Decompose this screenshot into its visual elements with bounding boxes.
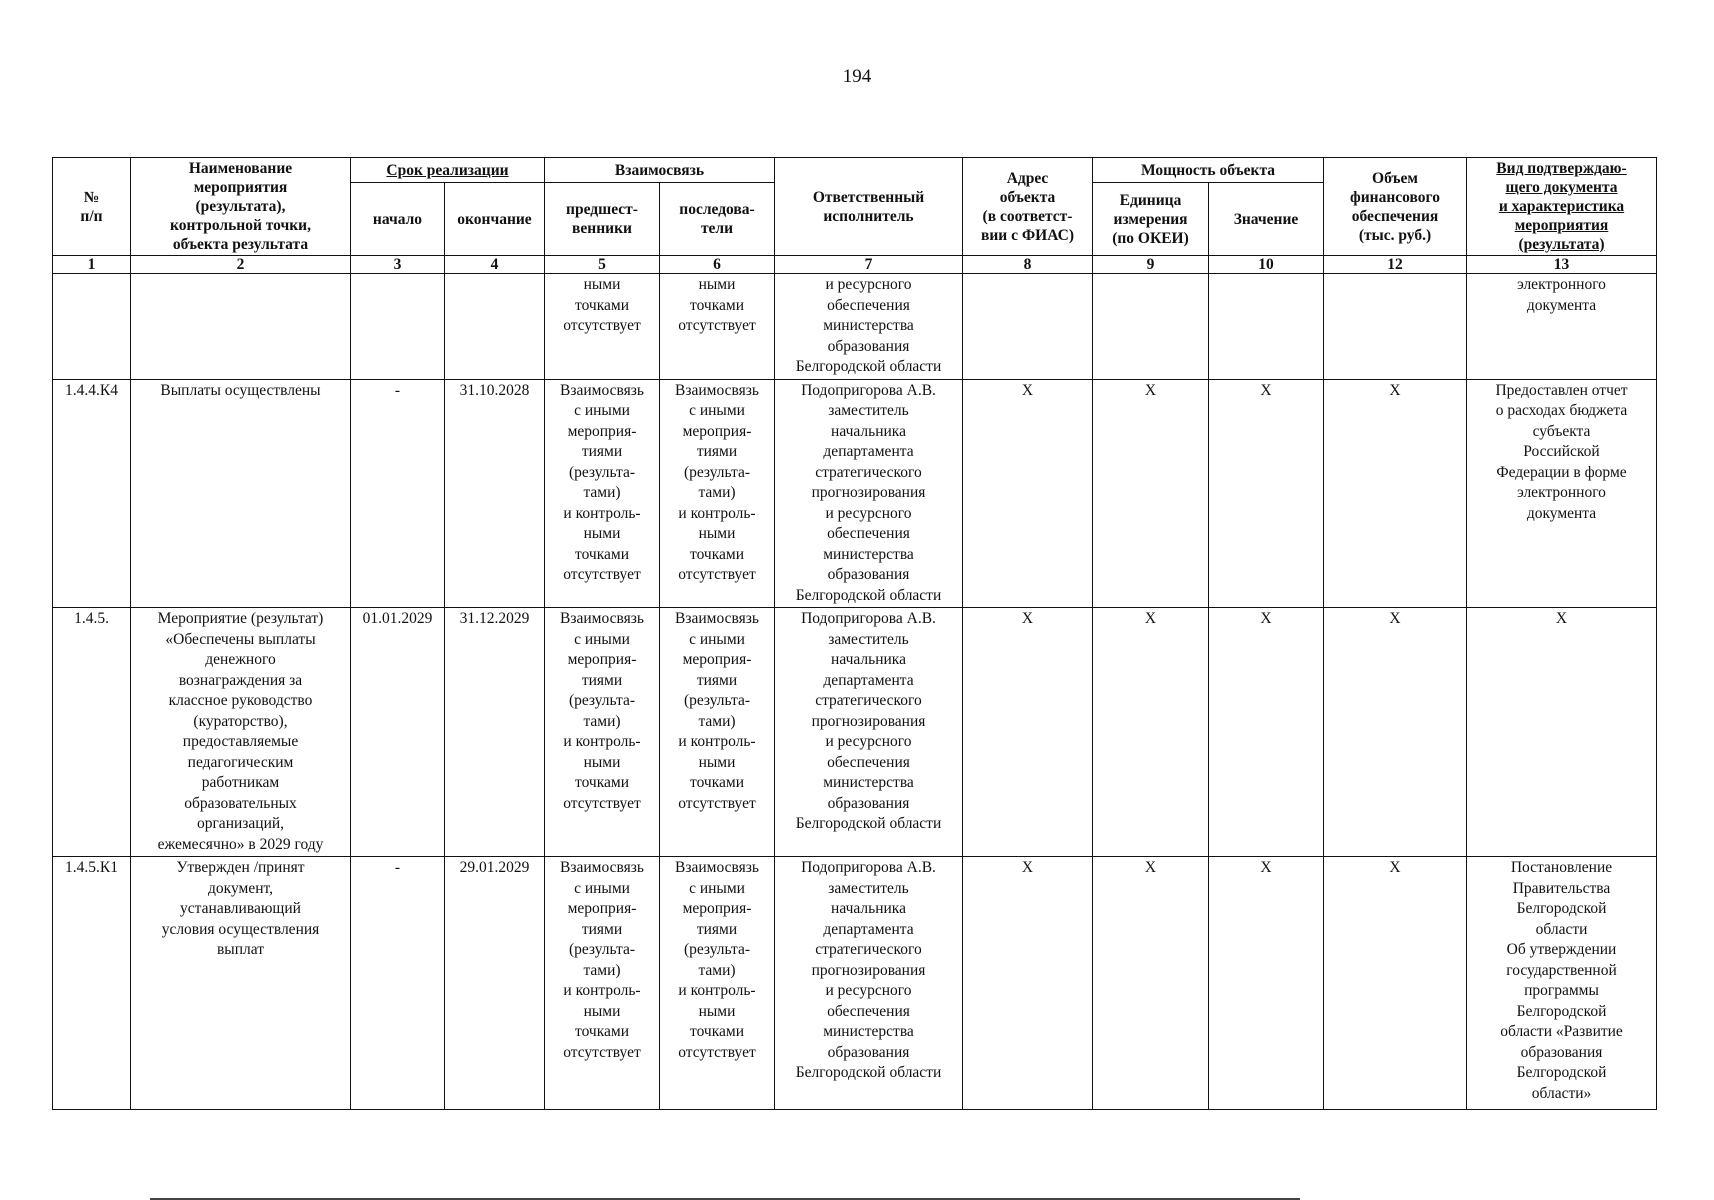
row-id: 1.4.5. — [53, 608, 131, 857]
header-relation: Взаимосвязь — [545, 158, 775, 183]
header-period — [351, 158, 545, 183]
row-name — [131, 274, 351, 380]
col-number: 2 — [131, 256, 351, 274]
header-address: Адрес объекта (в соответст- вии с ФИАС) — [963, 158, 1093, 256]
row-end — [445, 274, 545, 380]
header-capacity: Мощность объекта — [1093, 158, 1324, 183]
row-finance: X — [1324, 379, 1467, 608]
column-numbers-row — [53, 256, 1657, 274]
row-unit: X — [1093, 608, 1209, 857]
header-value: Значение — [1209, 183, 1324, 256]
page-number: 194 — [842, 66, 872, 87]
table-row — [53, 274, 1657, 380]
row-start: - — [351, 379, 445, 608]
row-start: - — [351, 857, 445, 1110]
row-responsible: Подопригорова А.В. заместитель начальника департамента стратегического прогнозирования и ресурсного обеспечения министерства образования Белгородской области — [775, 379, 963, 608]
row-start: 01.01.2029 — [351, 608, 445, 857]
header-doc-label: Вид подтверждаю- щего документа и характеристика мероприятия (результата) — [1496, 160, 1627, 253]
header-name: Наименование мероприятия (результата), контрольной точки, объекта результата — [131, 158, 351, 256]
row-value: X — [1209, 379, 1324, 608]
col-number: 4 — [445, 256, 545, 274]
row-pred: Взаимосвязь с иными мероприя- тиями (результа- тами) и контроль- ными точками отсутствует — [545, 857, 660, 1110]
row-address — [963, 274, 1093, 380]
header-end: окончание — [445, 183, 545, 256]
row-finance: X — [1324, 608, 1467, 857]
header-num: № п/п — [53, 158, 131, 256]
header-row-1 — [53, 158, 1657, 183]
row-responsible: и ресурсного обеспечения министерства образования Белгородской области — [775, 274, 963, 380]
col-number: 3 — [351, 256, 445, 274]
col-number: 7 — [775, 256, 963, 274]
row-address: X — [963, 608, 1093, 857]
col-number: 9 — [1093, 256, 1209, 274]
col-number: 12 — [1324, 256, 1467, 274]
row-succ: Взаимосвязь с иными мероприя- тиями (результа- тами) и контроль- ными точками отсутствует — [660, 857, 775, 1110]
table-row — [53, 608, 1657, 857]
row-doc: электронного документа — [1467, 274, 1657, 380]
row-address: X — [963, 857, 1093, 1110]
row-doc: Постановление Правительства Белгородской области Об утверждении государственной программы Белгородской области «Развитие образования Белгородской области» — [1467, 857, 1657, 1110]
row-doc: X — [1467, 608, 1657, 857]
row-value: X — [1209, 857, 1324, 1110]
row-end: 29.01.2029 — [445, 857, 545, 1110]
row-doc: Предоставлен отчет о расходах бюджета субъекта Российской Федерации в форме электронного документа — [1467, 379, 1657, 608]
header-period-label: Срок реализации — [386, 161, 509, 179]
table-row — [53, 857, 1657, 1110]
row-unit — [1093, 274, 1209, 380]
row-address: X — [963, 379, 1093, 608]
row-id: 1.4.4.К4 — [53, 379, 131, 608]
col-number: 5 — [545, 256, 660, 274]
row-pred: ными точками отсутствует — [545, 274, 660, 380]
row-unit: X — [1093, 857, 1209, 1110]
row-value — [1209, 274, 1324, 380]
row-id: 1.4.5.К1 — [53, 857, 131, 1110]
header-finance: Объем финансового обеспечения (тыс. руб.) — [1324, 158, 1467, 256]
col-number: 8 — [963, 256, 1093, 274]
row-end: 31.10.2028 — [445, 379, 545, 608]
header-doc — [1467, 158, 1657, 256]
header-start: начало — [351, 183, 445, 256]
row-responsible: Подопригорова А.В. заместитель начальника департамента стратегического прогнозирования и ресурсного обеспечения министерства образования Белгородской области — [775, 608, 963, 857]
row-value: X — [1209, 608, 1324, 857]
header-unit: Единица измерения (по ОКЕИ) — [1093, 183, 1209, 256]
activities-table — [52, 157, 1657, 1110]
row-succ: Взаимосвязь с иными мероприя- тиями (результа- тами) и контроль- ными точками отсутствует — [660, 379, 775, 608]
row-id — [53, 274, 131, 380]
row-unit: X — [1093, 379, 1209, 608]
row-name: Мероприятие (результат) «Обеспечены выплаты денежного вознаграждения за классное руководство (кураторство), предоставляемые педагогическим работникам образовательных организаций, ежемесячно» в 2029 году — [131, 608, 351, 857]
row-succ: ными точками отсутствует — [660, 274, 775, 380]
col-number: 13 — [1467, 256, 1657, 274]
row-name: Утвержден /принят документ, устанавливающий условия осуществления выплат — [131, 857, 351, 1110]
col-number: 6 — [660, 256, 775, 274]
row-succ: Взаимосвязь с иными мероприя- тиями (результа- тами) и контроль- ными точками отсутствует — [660, 608, 775, 857]
row-name: Выплаты осуществлены — [131, 379, 351, 608]
header-responsible: Ответственный исполнитель — [775, 158, 963, 256]
row-end: 31.12.2029 — [445, 608, 545, 857]
header-succ: последова- тели — [660, 183, 775, 256]
col-number: 1 — [53, 256, 131, 274]
row-finance: X — [1324, 857, 1467, 1110]
row-pred: Взаимосвязь с иными мероприя- тиями (результа- тами) и контроль- ными точками отсутствует — [545, 608, 660, 857]
row-responsible: Подопригорова А.В. заместитель начальника департамента стратегического прогнозирования и ресурсного обеспечения министерства образования Белгородской области — [775, 857, 963, 1110]
header-pred: предшест- венники — [545, 183, 660, 256]
row-start — [351, 274, 445, 380]
row-pred: Взаимосвязь с иными мероприя- тиями (результа- тами) и контроль- ными точками отсутствует — [545, 379, 660, 608]
col-number: 10 — [1209, 256, 1324, 274]
table-row — [53, 379, 1657, 608]
row-finance — [1324, 274, 1467, 380]
